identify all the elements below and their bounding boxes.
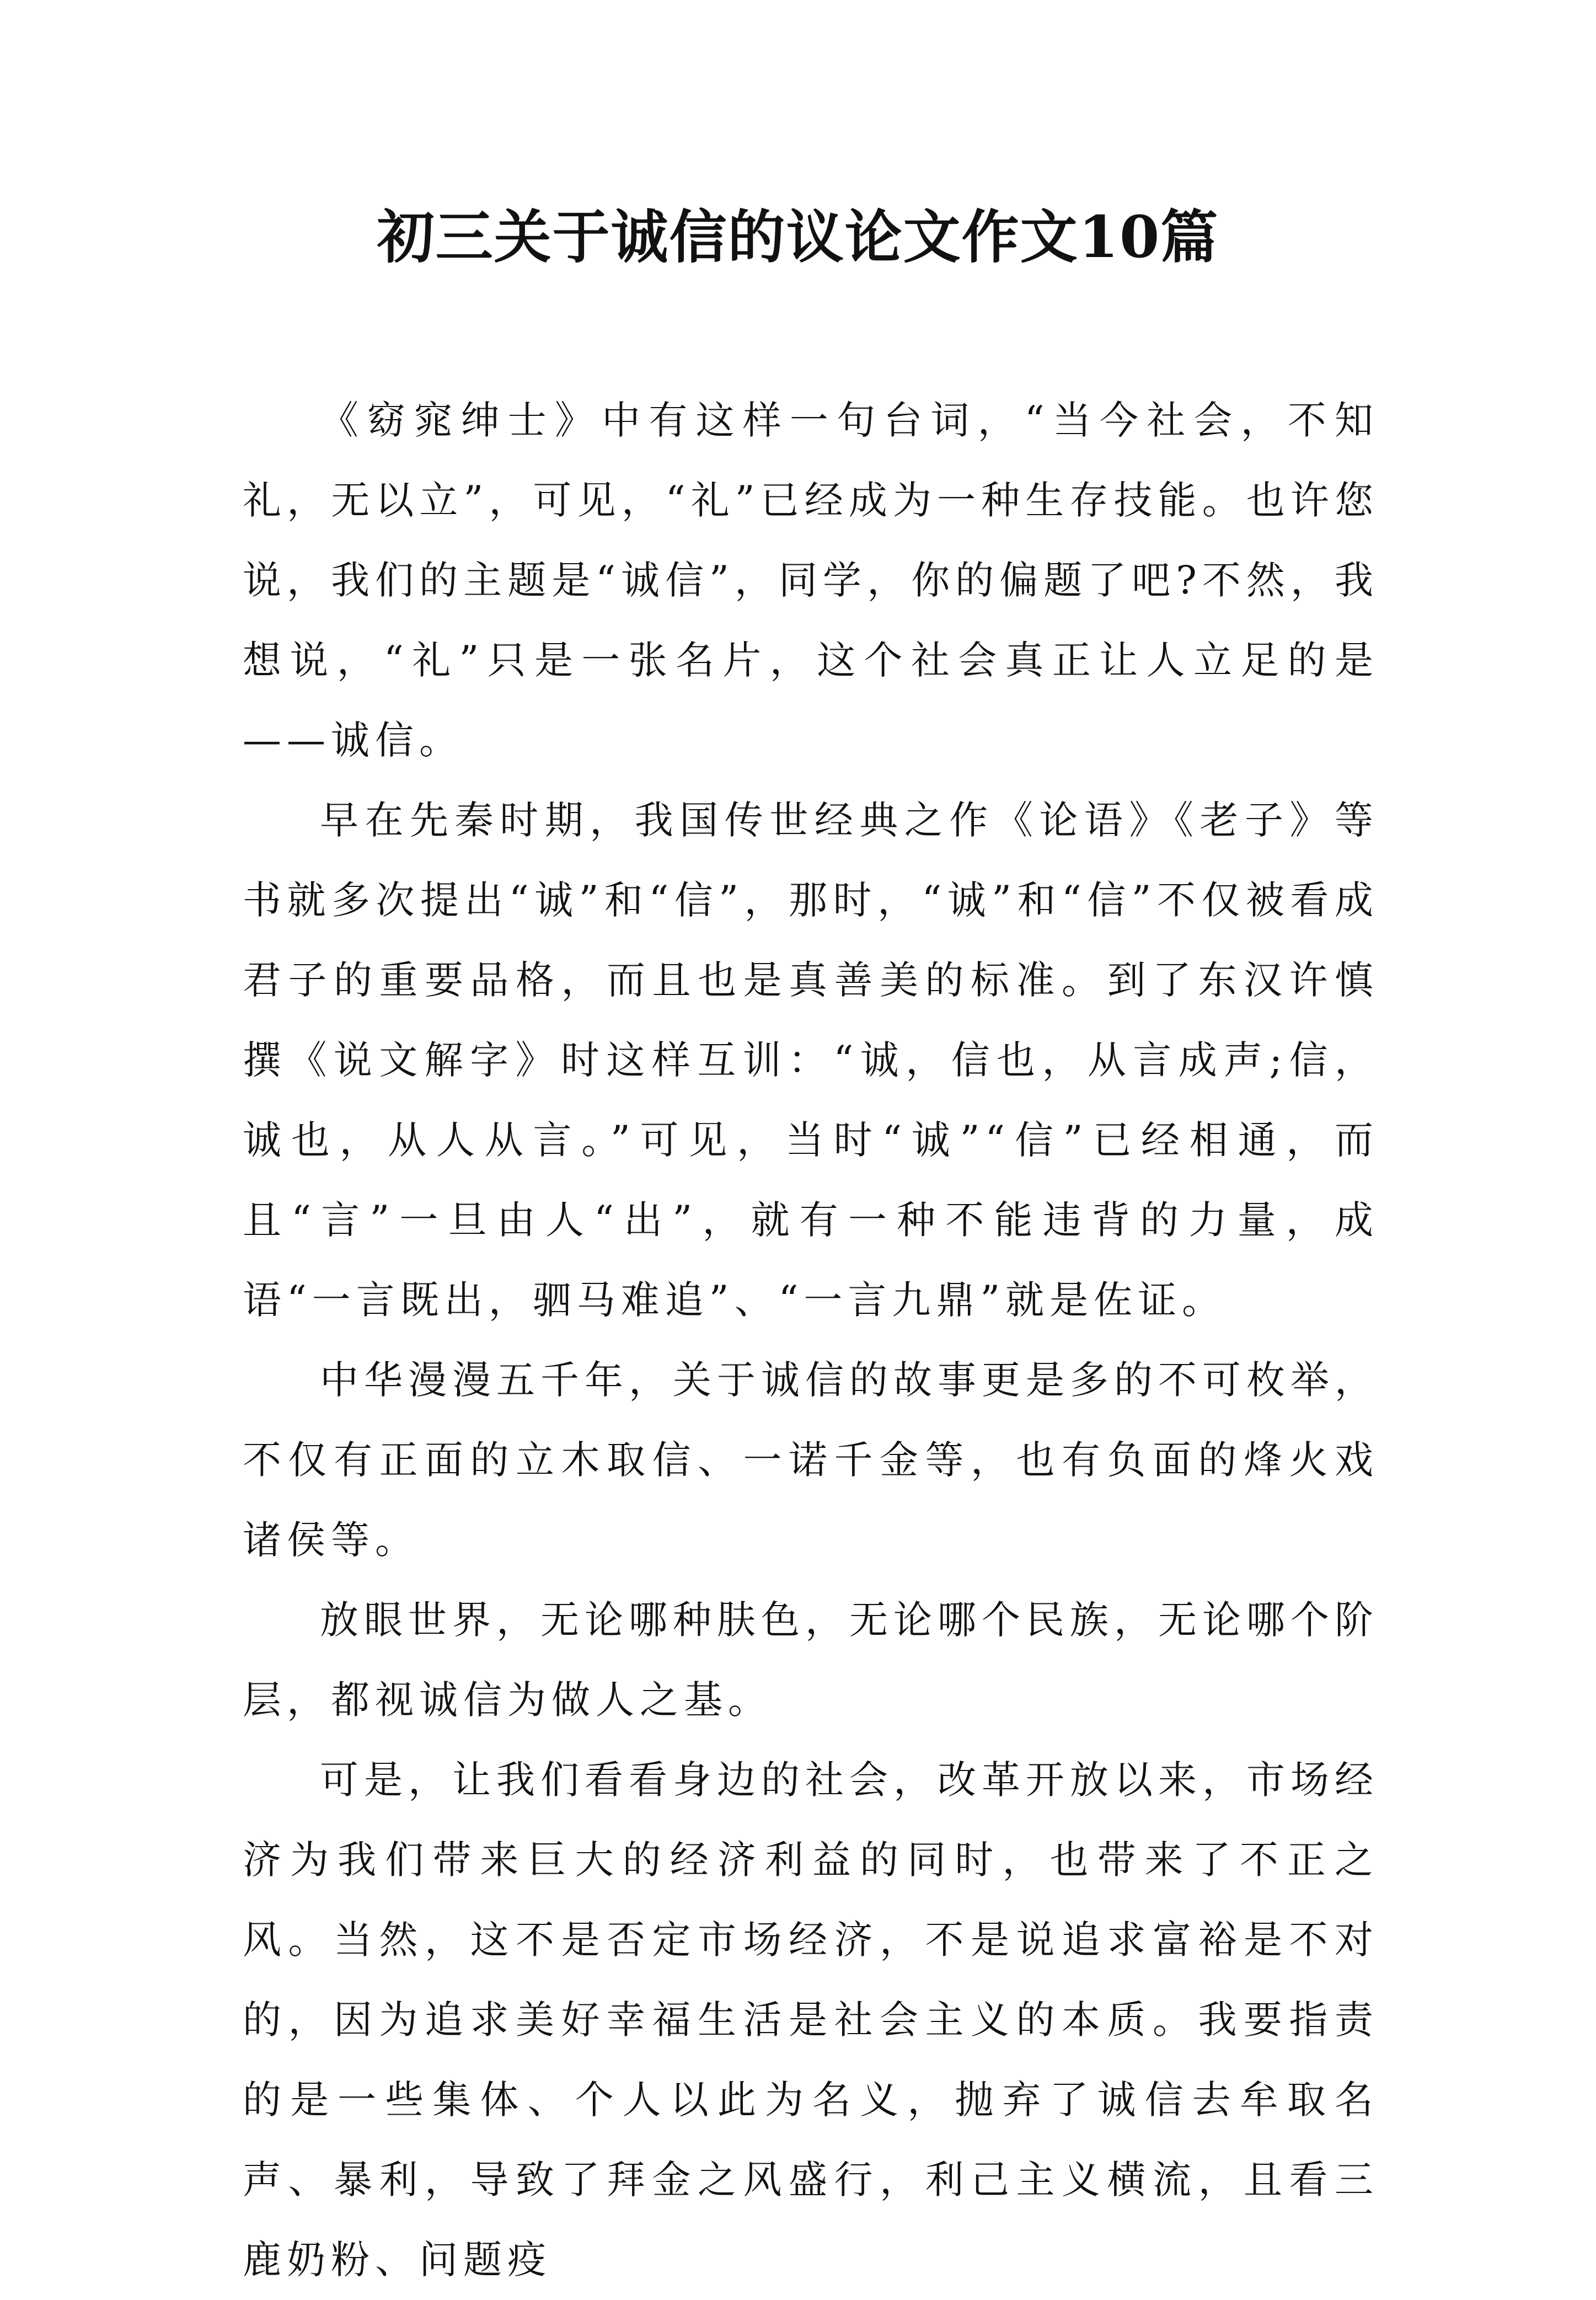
paragraph-2: 早在先秦时期，我国传世经典之作《论语》《老子》等书就多次提出“诚”和“信”，那时，“诚”和“信”不仅被看成君子的重要品格，而且也是真善美的标准。到了东汉许慎撰《说文解字》时这样互训：“诚，信也，从言成声;信，诚也，从人从言。”可见，当时“诚”“信”已经相通，而且“言”一旦由人“出”，就有一种不能违背的力量，成语“一言既出，驷马难追”、“一言九鼎”就是佐证。 xyxy=(243,798,1379,1323)
paragraph-3: 中华漫漫五千年，关于诚信的故事更是多的不可枚举，不仅有正面的立木取信、一诺千金等，也有负面的烽火戏诸侯等。 xyxy=(243,1357,1379,1563)
paragraph-4: 放眼世界，无论哪种肤色，无论哪个民族，无论哪个阶层，都视诚信为做人之基。 xyxy=(243,1597,1379,1723)
document-title: 初三关于诚信的议论文作文10篇 xyxy=(377,203,1219,271)
paragraph-1: 《窈窕绅士》中有这样一句台词，“当今社会，不知礼，无以立”，可见，“礼”已经成为一种生存技能。也许您说，我们的主题是“诚信”，同学，你的偏题了吧?不然，我想说，“礼”只是一张名片，这个社会真正让人立足的是——诚信。 xyxy=(243,398,1379,763)
document-body xyxy=(243,381,1379,2300)
paragraph-5: 可是，让我们看看身边的社会，改革开放以来，市场经济为我们带来巨大的经济利益的同时，也带来了不正之风。当然，这不是否定市场经济，不是说追求富裕是不对的，因为追求美好幸福生活是社会主义的本质。我要指责的是一些集体、个人以此为名义，抛弃了诚信去牟取名声、暴利，导致了拜金之风盛行，利己主义横流，且看三鹿奶粉、问题疫 xyxy=(243,1757,1379,2282)
